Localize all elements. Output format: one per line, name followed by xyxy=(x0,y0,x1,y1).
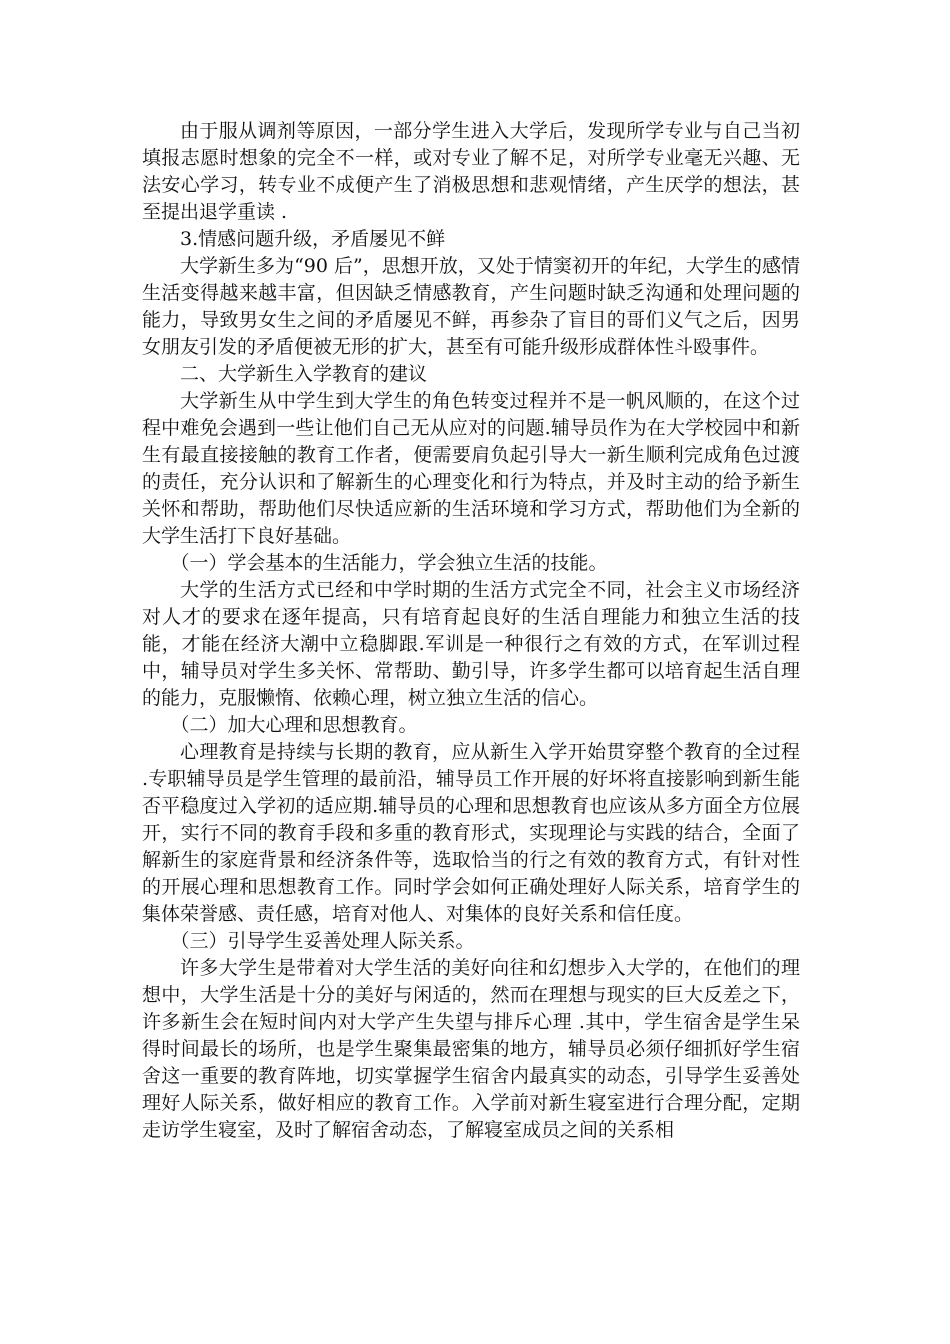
paragraph-emotional-issues: 大学新生多为“90 后”，思想开放，又处于情窦初开的年纪，大学生的感情生活变得越来越丰富，但因缺乏情感教育，产生问题时缺乏沟通和处理问题的能力，导致男女生之间的矛盾屡见不鲜，再参杂了盲目的哥们义气之后，因男女朋友引发的矛盾便被无形的扩大，甚至有可能升级形成群体性斗殴事件。 xyxy=(142,255,800,358)
paragraph-psych-education: 心理教育是持续与长期的教育，应从新生入学开始贯穿整个教育的全过程 .专职辅导员是学生管理的最前沿，辅导员工作开展的好坏将直接影响到新生能否平稳度过入学初的适应期.辅导员的心理和思想教育也应该从多方面全方位展开，实行不同的教育手段和多重的教育形式，实现理论与实践的结合，全面了解新生的家庭背景和经济条件等，选取恰当的行之有效的教育方式，有针对性的开展心理和思想教育工作。同时学会如何正确处理好人际关系，培育学生的集体荣誉感、责任感，培育对他人、对集体的良好关系和信任度。 xyxy=(142,741,800,925)
paragraph-major-choice: 由于服从调剂等原因，一部分学生进入大学后，发现所学专业与自己当初填报志愿时想象的完全不一样，或对专业了解不足，对所学专业毫无兴趣、无法安心学习，转专业不成便产生了消极思想和悲观情绪，产生厌学的想法，甚至提出退学重读 . xyxy=(142,120,800,223)
paragraph-role-transition: 大学新生从中学生到大学生的角色转变过程并不是一帆风顺的，在这个过程中难免会遇到一些让他们自己无从应对的问题.辅导员作为在大学校园中和新生有最直接接触的教育工作者，便需要肩负起引导大一新生顺利完成角色过渡的责任，充分认识和了解新生的心理变化和行为特点，并及时主动的给予新生关怀和帮助，帮助他们尽快适应新的生活环境和学习方式，帮助他们为全新的大学生活打下良好基础。 xyxy=(142,390,800,547)
heading-relationships: （三）引导学生妥善处理人际关系。 xyxy=(170,930,475,952)
paragraph-relationships: 许多大学生是带着对大学生活的美好向往和幻想步入大学的，在他们的理想中，大学生活是十分的美好与闲适的，然而在理想与现实的巨大反差之下，许多新生会在短时间内对大学产生失望与排斥心理 .其中，学生宿舍是学生呆得时间最长的场所，也是学生聚集最密集的地方，辅导员必须仔细抓好学生宿舍这一重要的教育阵地，切实掌握学生宿舍内最真实的动态，引导学生妥善处理好人际关系，做好相应的教育工作。入学前对新生寝室进行合理分配，定期走访学生寝室，及时了解宿舍动态，了解寝室成员之间的关系相 xyxy=(142,957,800,1141)
heading-suggestions: 二、大学新生入学教育的建议 xyxy=(180,363,428,385)
heading-emotional-issues: 3.情感问题升级，矛盾屡见不鲜 xyxy=(180,228,446,250)
heading-psych-education: （二）加大心理和思想教育。 xyxy=(170,714,418,736)
heading-life-skills: （一）学会基本的生活能力，学会独立生活的技能。 xyxy=(170,552,608,574)
paragraph-life-skills: 大学的生活方式已经和中学时期的生活方式完全不同，社会主义市场经济对人才的要求在逐年提高，只有培育起良好的生活自理能力和独立生活的技能，才能在经济大潮中立稳脚跟.军训是一种很行之有效的方式，在军训过程中，辅导员对学生多关怀、常帮助、勤引导，许多学生都可以培育起生活自理的能力，克服懒惰、依赖心理，树立独立生活的信心。 xyxy=(142,579,800,709)
document-body xyxy=(142,118,800,1144)
